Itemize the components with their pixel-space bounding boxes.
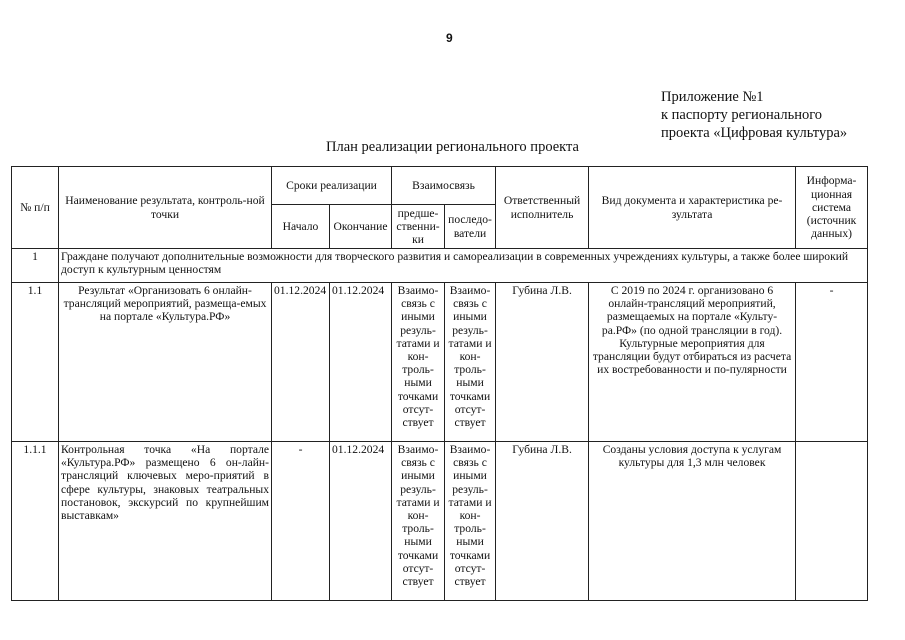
table-row <box>12 442 868 601</box>
row-num: 1.1.1 <box>12 442 59 601</box>
header-pred: предше-ственни-ки <box>392 205 445 249</box>
header-link: Взаимосвязь <box>392 167 496 205</box>
plan-table <box>11 166 868 601</box>
plan-title: План реализации регионального проекта <box>326 139 579 155</box>
row-name: Результат «Организовать 6 онлайн-трансляций мероприятий, размеща-емых на портале «Культура.РФ» <box>59 283 272 442</box>
header-name: Наименование результата, контроль-ной точки <box>59 167 272 249</box>
row-goal-text: Граждане получают дополнительные возможности для творческого развития и самореализации в современных учреждениях культуры, а также более широкий доступ к культурным ценностям <box>59 249 868 283</box>
table-row <box>12 283 868 442</box>
row-succ: Взаимо-связь с иными резуль-татами и кон-троль-ными точками отсут-ствует <box>445 283 496 442</box>
table-row <box>12 249 868 283</box>
appendix-line-2: к паспорту регионального <box>661 107 823 123</box>
appendix-line-1: Приложение №1 <box>661 89 764 105</box>
appendix-line-3: проекта «Цифровая культура» <box>661 125 848 141</box>
row-doc: Созданы условия доступа к услугам культуры для 1,3 млн человек <box>589 442 796 601</box>
row-pred: Взаимо-связь с иными резуль-татами и кон-троль-ными точками отсут-ствует <box>392 442 445 601</box>
row-start: - <box>272 442 330 601</box>
row-start: 01.12.2024 <box>272 283 330 442</box>
row-pred: Взаимо-связь с иными резуль-татами и кон-троль-ными точками отсут-ствует <box>392 283 445 442</box>
row-num: 1 <box>12 249 59 283</box>
header-end: Окончание <box>330 205 392 249</box>
row-doc: С 2019 по 2024 г. организовано 6 онлайн-трансляций мероприятий, размещаемых на портале «Культу-ра.РФ» (по одной трансляции в год). Культурные мероприятия для трансляции будут отбираться из расчета их востребованности и по-пулярности <box>589 283 796 442</box>
row-info <box>796 442 868 601</box>
row-end: 01.12.2024 <box>330 283 392 442</box>
header-doc: Вид документа и характеристика ре-зультата <box>589 167 796 249</box>
header-succ: последо-ватели <box>445 205 496 249</box>
row-responsible: Губина Л.В. <box>496 283 589 442</box>
header-num: № п/п <box>12 167 59 249</box>
page-number: 9 <box>446 31 453 45</box>
row-info: - <box>796 283 868 442</box>
row-num: 1.1 <box>12 283 59 442</box>
header-start: Начало <box>272 205 330 249</box>
header-info: Информа-ционная система (источник данных) <box>796 167 868 249</box>
row-succ: Взаимо-связь с иными резуль-татами и кон-троль-ными точками отсут-ствует <box>445 442 496 601</box>
header-terms: Сроки реализации <box>272 167 392 205</box>
row-end: 01.12.2024 <box>330 442 392 601</box>
row-name: Контрольная точка «На портале «Культура.РФ» размещено 6 он-лайн-трансляций ключевых меро-приятий в сфере культуры, знаковых театральных постановок, экскурсий по крупнейшим выставкам» <box>59 442 272 601</box>
row-responsible: Губина Л.В. <box>496 442 589 601</box>
appendix-note <box>661 88 847 142</box>
header-responsible: Ответственный исполнитель <box>496 167 589 249</box>
